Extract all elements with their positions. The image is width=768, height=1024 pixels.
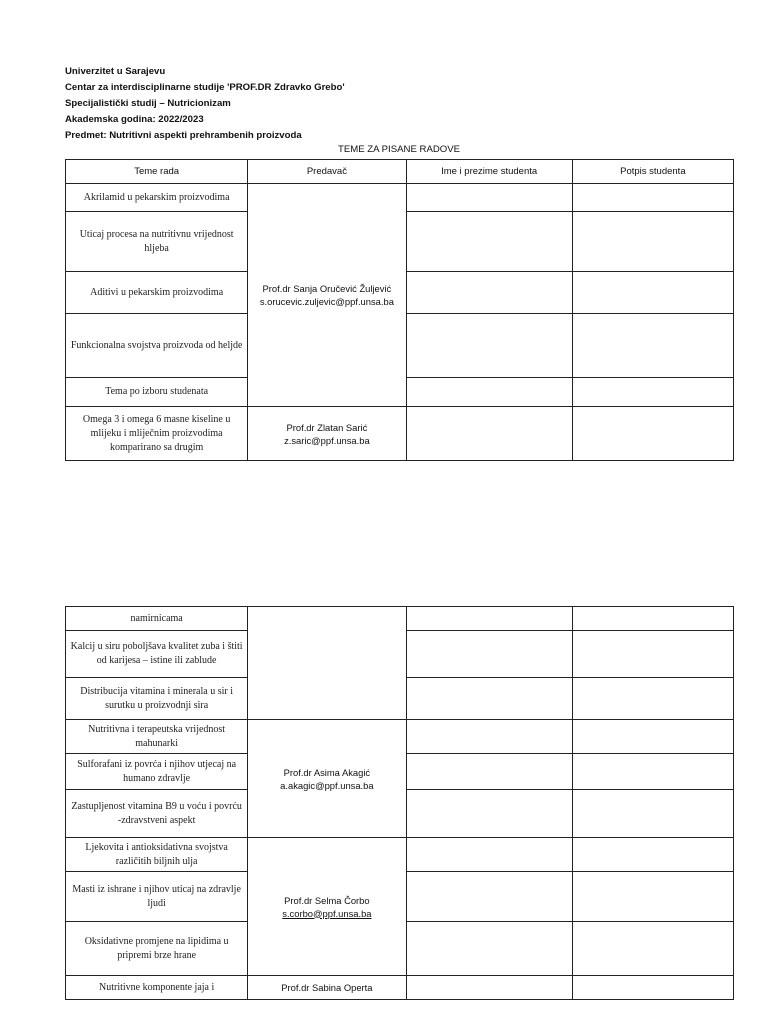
topic-cell: Omega 3 i omega 6 masne kiseline u mlijeku i mliječnim proizvodima komparirano sa drugim bbox=[66, 407, 248, 461]
student-signature-field[interactable] bbox=[572, 272, 733, 314]
topic-cell: Aditivi u pekarskim proizvodima bbox=[66, 272, 248, 314]
student-signature-field[interactable] bbox=[572, 754, 733, 790]
student-name-field[interactable] bbox=[406, 976, 572, 1000]
student-signature-field[interactable] bbox=[572, 212, 733, 272]
table-header-row bbox=[66, 160, 734, 184]
course-subject: Predmet: Nutritivni aspekti prehrambenih proizvoda bbox=[65, 130, 302, 141]
lecturer-name: Prof.dr Sabina Operta bbox=[281, 982, 373, 993]
topics-table-part-2 bbox=[65, 606, 734, 1000]
topic-cell: Funkcionalna svojstva proizvoda od heljde bbox=[66, 314, 248, 378]
topic-cell: Zastupljenost vitamina B9 u voću i povrću -zdravstveni aspekt bbox=[66, 790, 248, 838]
lecturer-email: a.akagic@ppf.unsa.ba bbox=[280, 779, 374, 791]
student-name-field[interactable] bbox=[406, 678, 572, 720]
lecturer-name: Prof.dr Selma Čorbo bbox=[284, 894, 370, 906]
topic-cell: Kalcij u siru poboljšava kvalitet zuba i štiti od karijesa – istine ili zablude bbox=[66, 631, 248, 678]
student-name-field[interactable] bbox=[406, 754, 572, 790]
lecturer-cell bbox=[248, 976, 406, 1000]
table-row bbox=[66, 607, 734, 631]
student-signature-field[interactable] bbox=[572, 976, 733, 1000]
topic-cell: Ljekovita i antioksidativna svojstva različitih biljnih ulja bbox=[66, 838, 248, 872]
student-signature-field[interactable] bbox=[572, 631, 733, 678]
student-signature-field[interactable] bbox=[572, 314, 733, 378]
student-name-field[interactable] bbox=[406, 184, 572, 212]
center-name: Centar za interdisciplinarne studije 'PROF.DR Zdravko Grebo' bbox=[65, 82, 345, 93]
student-name-field[interactable] bbox=[406, 607, 572, 631]
student-name-field[interactable] bbox=[406, 922, 572, 976]
column-header-lecturer: Predavač bbox=[248, 160, 406, 184]
lecturer-name: Prof.dr Asima Akagić bbox=[283, 766, 371, 778]
student-name-field[interactable] bbox=[406, 720, 572, 754]
document-header bbox=[65, 64, 345, 144]
topic-cell: Nutritivne komponente jaja i bbox=[66, 976, 248, 1000]
table-row bbox=[66, 838, 734, 872]
student-name-field[interactable] bbox=[406, 378, 572, 407]
student-name-field[interactable] bbox=[406, 872, 572, 922]
student-name-field[interactable] bbox=[406, 272, 572, 314]
lecturer-cell-empty bbox=[248, 607, 406, 720]
lecturer-name: Prof.dr Sanja Oručević Žuljević bbox=[262, 283, 392, 294]
student-name-field[interactable] bbox=[406, 212, 572, 272]
topic-cell: Sulforafani iz povrća i njihov utjecaj na humano zdravlje bbox=[66, 754, 248, 790]
topic-cell: Oksidativne promjene na lipidima u pripremi brze hrane bbox=[66, 922, 248, 976]
student-signature-field[interactable] bbox=[572, 922, 733, 976]
lecturer-name: Prof.dr Zlatan Sarić bbox=[286, 421, 368, 433]
table-row bbox=[66, 976, 734, 1000]
lecturer-cell bbox=[248, 838, 406, 976]
topic-cell: Nutritivna i terapeutska vrijednost mahunarki bbox=[66, 720, 248, 754]
student-signature-field[interactable] bbox=[572, 678, 733, 720]
student-signature-field[interactable] bbox=[572, 378, 733, 407]
topic-cell: Akrilamid u pekarskim proizvodima bbox=[66, 184, 248, 212]
study-program: Specijalistički studij – Nutricionizam bbox=[65, 98, 231, 109]
student-signature-field[interactable] bbox=[572, 720, 733, 754]
student-name-field[interactable] bbox=[406, 314, 572, 378]
academic-year: Akademska godina: 2022/2023 bbox=[65, 114, 204, 125]
topic-cell: Uticaj procesa na nutritivnu vrijednost hljeba bbox=[66, 212, 248, 272]
student-name-field[interactable] bbox=[406, 407, 572, 461]
table-row bbox=[66, 184, 734, 212]
lecturer-cell bbox=[248, 407, 406, 461]
student-signature-field[interactable] bbox=[572, 838, 733, 872]
student-name-field[interactable] bbox=[406, 790, 572, 838]
lecturer-email[interactable]: s.corbo@ppf.unsa.ba bbox=[282, 907, 372, 919]
lecturer-cell bbox=[248, 720, 406, 838]
column-header-student: Ime i prezime studenta bbox=[406, 160, 572, 184]
topic-cell: namirnicama bbox=[66, 607, 248, 631]
lecturer-cell bbox=[248, 184, 406, 407]
column-header-topic: Teme rada bbox=[66, 160, 248, 184]
student-signature-field[interactable] bbox=[572, 790, 733, 838]
lecturer-email: z.saric@ppf.unsa.ba bbox=[284, 434, 370, 446]
topic-cell: Tema po izboru studenata bbox=[66, 378, 248, 407]
student-signature-field[interactable] bbox=[572, 872, 733, 922]
student-signature-field[interactable] bbox=[572, 607, 733, 631]
topic-cell: Distribucija vitamina i minerala u sir i surutku u proizvodnji sira bbox=[66, 678, 248, 720]
student-signature-field[interactable] bbox=[572, 407, 733, 461]
topic-cell: Masti iz ishrane i njihov uticaj na zdravlje ljudi bbox=[66, 872, 248, 922]
table-caption: TEME ZA PISANE RADOVE bbox=[337, 144, 461, 155]
student-name-field[interactable] bbox=[406, 838, 572, 872]
table-row bbox=[66, 407, 734, 461]
lecturer-email: s.orucevic.zuljevic@ppf.unsa.ba bbox=[259, 296, 394, 307]
university-name: Univerzitet u Sarajevu bbox=[65, 66, 166, 77]
topics-table-part-1 bbox=[65, 159, 734, 461]
student-signature-field[interactable] bbox=[572, 184, 733, 212]
table-row bbox=[66, 720, 734, 754]
column-header-signature: Potpis studenta bbox=[572, 160, 733, 184]
student-name-field[interactable] bbox=[406, 631, 572, 678]
